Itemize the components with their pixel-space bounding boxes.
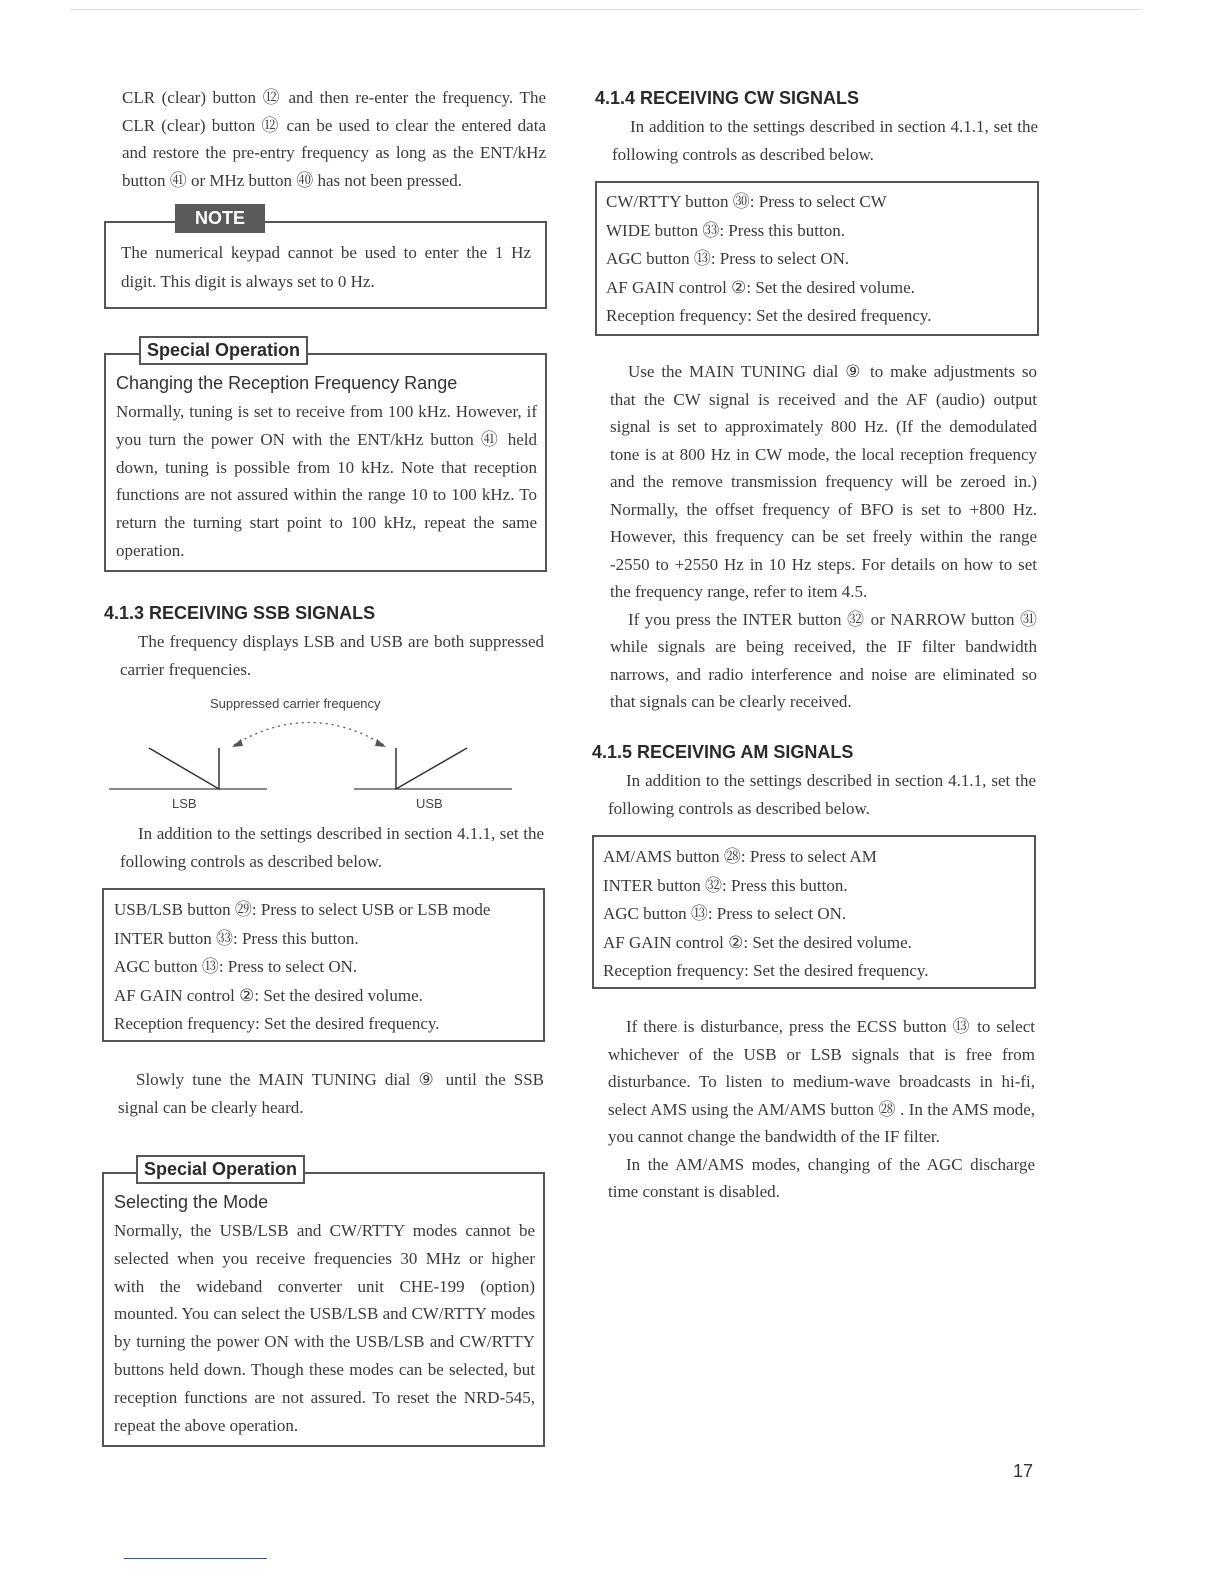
am-body bbox=[608, 1013, 1035, 1206]
cw-control-2: WIDE button ㉝: Press this button. bbox=[606, 220, 845, 240]
cw-control-5: Reception frequency: Set the desired frequency. bbox=[606, 306, 932, 325]
page-number: 17 bbox=[1013, 1461, 1034, 1481]
lsb-label: LSB bbox=[172, 796, 197, 811]
heading-4-1-3: 4.1.3 RECEIVING SSB SIGNALS bbox=[104, 603, 376, 623]
sideband-diagram bbox=[104, 690, 524, 815]
heading-4-1-4: 4.1.4 RECEIVING CW SIGNALS bbox=[595, 88, 860, 108]
ssb-controls-box bbox=[102, 888, 545, 1042]
special-operation-box-2 bbox=[102, 1172, 545, 1447]
ssb-control-2: INTER button ㉝: Press this button. bbox=[114, 928, 359, 948]
am-paragraph-2: In the AM/AMS modes, changing of the AGC discharge time constant is disabled. bbox=[608, 1154, 1035, 1201]
cw-control-3: AGC button ⑬: Press to select ON. bbox=[606, 249, 850, 268]
cw-control-1: CW/RTTY button ㉚: Press to select CW bbox=[606, 192, 887, 211]
usb-label: USB bbox=[416, 796, 443, 811]
cw-paragraph-2: If you press the INTER button ㉜ or NARROW button ㉛ while signals are being received, the IF filter bandwidth narrows, and radio interference and noise are eliminated so that signals can be clearly received. bbox=[610, 609, 1037, 711]
cw-control-4: AF GAIN control ②: Set the desired volume. bbox=[606, 277, 915, 297]
carrier-arc bbox=[234, 723, 384, 746]
cw-body bbox=[610, 358, 1037, 716]
am-paragraph-1: If there is disturbance, press the ECSS button ⑬ to select whichever of the USB or LSB signals that is free from disturbance. To listen to medium-wave broadcasts in hi-fi, select AMS using the AM/AMS button ㉘ . In the AMS mode, you cannot change the bandwidth of the IF filter. bbox=[608, 1017, 1035, 1146]
ssb-settings-intro: In addition to the settings described in section 4.1.1, set the following controls as described below. bbox=[120, 824, 544, 871]
special-op-title-1: Changing the Reception Frequency Range bbox=[116, 373, 458, 393]
am-controls-box bbox=[592, 835, 1036, 989]
special-operation-box-1 bbox=[104, 353, 547, 572]
ssb-control-4: AF GAIN control ②: Set the desired volume. bbox=[114, 985, 423, 1005]
ssb-control-3: AGC button ⑬: Press to select ON. bbox=[114, 957, 358, 976]
intro-paragraph: CLR (clear) button ⑫ and then re-enter the frequency. The CLR (clear) button ⑫ can be used to clear the entered data and restore the pre-entry frequency as long as the ENT/kHz button ㊶ or MHz button ㊵ has not been pressed. bbox=[122, 88, 546, 190]
ssb-control-1: USB/LSB button ㉙: Press to select USB or LSB mode bbox=[114, 900, 491, 919]
special-op-text-1: Normally, tuning is set to receive from 100 kHz. However, if you turn the power ON with the ENT/kHz button ㊶ held down, tuning is possible from 10 kHz. Note that reception functions are not assured within the range 10 to 100 kHz. To return the turning start point to 100 kHz, repeat the same operation. bbox=[116, 402, 537, 560]
am-intro: In addition to the settings described in section 4.1.1, set the following controls as described below. bbox=[608, 771, 1036, 818]
usb-triangle bbox=[396, 748, 467, 789]
ssb-tune-paragraph: Slowly tune the MAIN TUNING dial ⑨ until the SSB signal can be clearly heard. bbox=[118, 1070, 544, 1117]
arrow-right-icon bbox=[375, 739, 386, 747]
am-control-1: AM/AMS button ㉘: Press to select AM bbox=[603, 847, 877, 866]
ssb-control-5: Reception frequency: Set the desired frequency. bbox=[114, 1014, 440, 1033]
am-control-2: INTER button ㉜: Press this button. bbox=[603, 875, 848, 895]
note-text: The numerical keypad cannot be used to enter the 1 Hz digit. This digit is always set to 0 Hz. bbox=[121, 243, 531, 291]
am-control-4: AF GAIN control ②: Set the desired volume. bbox=[603, 932, 912, 952]
cw-paragraph-1: Use the MAIN TUNING dial ⑨ to make adjustments so that the CW signal is received and the AF (audio) output signal is set to approximately 800 Hz. (If the demodulated tone is at 800 Hz in CW mode, the local reception frequency and the remove transmission frequency will be zeroed in.) Normally, the offset frequency of BFO is set to +800 Hz. However, this frequency can be set freely within the range -2550 to +2550 Hz in 10 Hz steps. For details on how to set the frequency range, refer to item 4.5. bbox=[610, 362, 1037, 601]
am-control-3: AGC button ⑬: Press to select ON. bbox=[603, 904, 847, 923]
top-rule bbox=[70, 9, 1142, 10]
heading-4-1-5: 4.1.5 RECEIVING AM SIGNALS bbox=[592, 742, 854, 762]
special-op-label-2: Special Operation bbox=[136, 1155, 305, 1184]
cw-controls-box bbox=[595, 181, 1039, 336]
special-op-title-2: Selecting the Mode bbox=[114, 1192, 269, 1212]
arrow-left-icon bbox=[232, 739, 243, 747]
special-op-label-1: Special Operation bbox=[139, 336, 308, 365]
note-label: NOTE bbox=[175, 204, 265, 233]
ssb-intro: The frequency displays LSB and USB are both suppressed carrier frequencies. bbox=[120, 632, 544, 679]
bottom-rule bbox=[124, 1558, 267, 1559]
am-control-5: Reception frequency: Set the desired frequency. bbox=[603, 961, 929, 980]
diagram-caption: Suppressed carrier frequency bbox=[210, 696, 381, 711]
special-op-text-2: Normally, the USB/LSB and CW/RTTY modes cannot be selected when you receive frequencies 30 MHz or higher with the wideband converter unit CHE-199 (option) mounted. You can select the USB/LSB and CW/RTTY modes by turning the power ON with the USB/LSB and CW/RTTY buttons held down. Though these modes can be selected, but reception functions are not assured. To reset the NRD-545, repeat the above operation. bbox=[114, 1221, 535, 1435]
note-box bbox=[104, 221, 547, 309]
cw-intro: In addition to the settings described in section 4.1.1, set the following controls as described below. bbox=[612, 117, 1038, 164]
lsb-triangle bbox=[149, 748, 219, 789]
